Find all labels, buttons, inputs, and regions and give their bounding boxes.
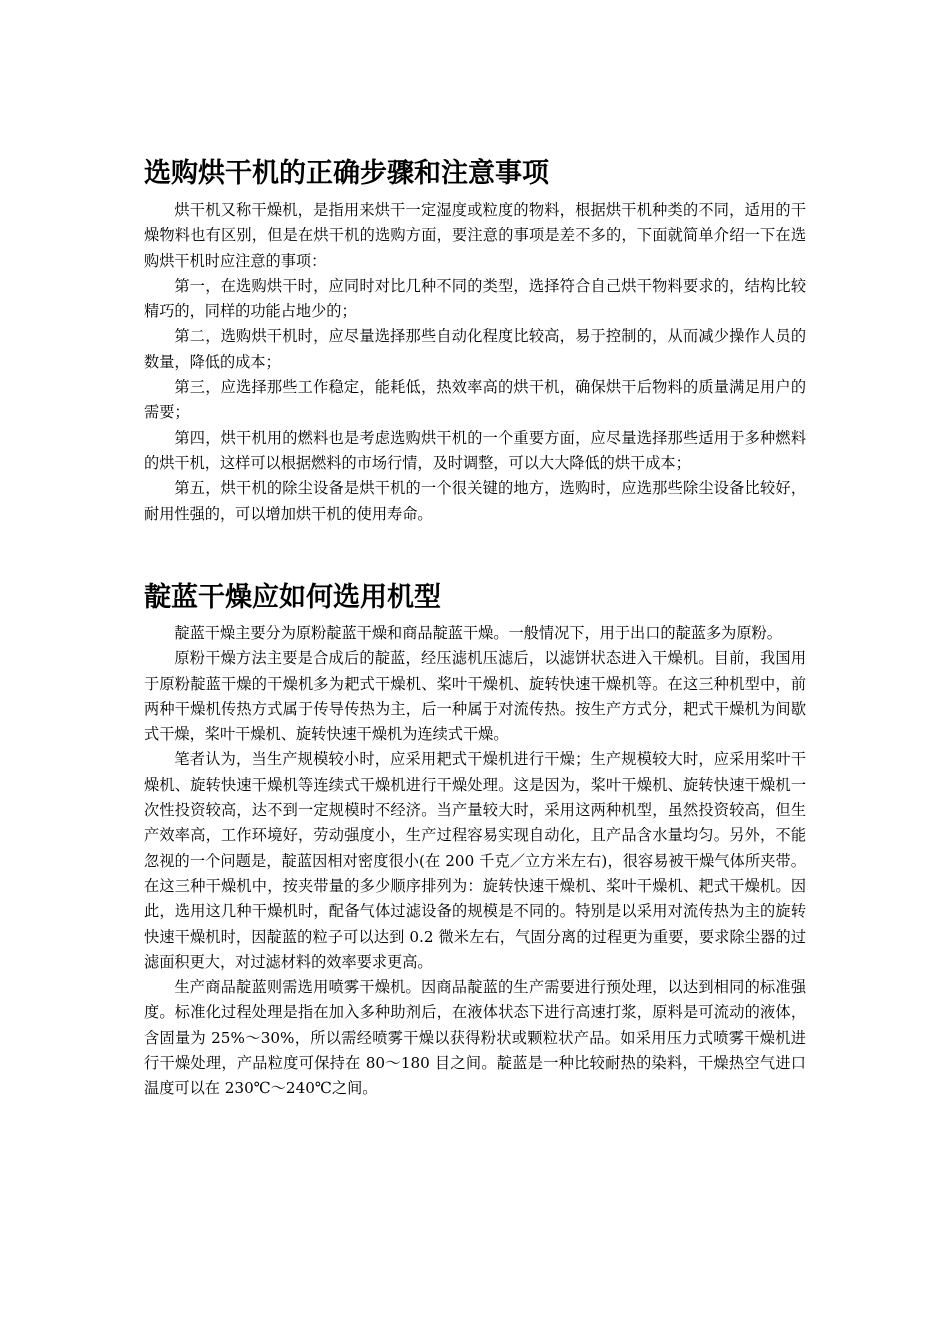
- paragraph-author-opinion: 笔者认为，当生产规模较小时，应采用耙式干燥机进行干燥；生产规模较大时，应采用桨叶干燥机、旋转快速干燥机等连续式干燥机进行干燥处理。这是因为，桨叶干燥机、旋转快速干燥机一次性投资较高，达不到一定规模时不经济。当产量较大时，采用这两种机型，虽然投资较高，但生产效率高，工作环境好，劳动强度小，生产过程容易实现自动化，且产品含水量均匀。另外，不能忽视的一个问题是，靛蓝因相对密度很小(在 200 千克／立方米左右)，很容易被干燥气体所夹带。在这三种干燥机中，按夹带量的多少顺序排列为：旋转快速干燥机、桨叶干燥机、耙式干燥机。因此，选用这几种干燥机时，配备气体过滤设备的规模是不同的。特别是以采用对流传热为主的旋转快速干燥机时，因靛蓝的粒子可以达到 0.2 微米左右，气固分离的过程更为重要，要求除尘器的过滤面积更大，对过滤材料的效率要求更高。: [144, 750, 806, 971]
- paragraph-point-3: 第三，应选择那些工作稳定，能耗低，热效率高的烘干机，确保烘干后物料的质量满足用户的需要；: [144, 378, 806, 422]
- paragraph-indigo-overview: 靛蓝干燥主要分为原粉靛蓝干燥和商品靛蓝干燥。一般情况下，用于出口的靛蓝多为原粉。: [174, 624, 782, 642]
- paragraph-point-1: 第一，在选购烘干时，应同时对比几种不同的类型，选择符合自己烘干物料要求的，结构比较精巧的，同样的功能占地少的；: [144, 276, 806, 321]
- paragraph-raw-powder-drying: 原粉干燥方法主要是合成后的靛蓝，经压滤机压滤后，以滤饼状态进入干燥机。目前，我国用于原粉靛蓝干燥的干燥机多为耙式干燥机、桨叶干燥机、旋转快速干燥机等。在这三种机型中，前两种干燥机传热方式属于传导传热为主，后一种属于对流传热。按生产方式分，耙式干燥机为间歇式干燥，桨叶干燥机、旋转快速干燥机为连续式干燥。: [144, 649, 806, 744]
- section-body-indigo-drying: [144, 621, 806, 1102]
- paragraph-intro: 烘干机又称干燥机，是指用来烘干一定湿度或粒度的物料，根据烘干机种类的不同，适用的干燥物料也有区别，但是在烘干机的选购方面，要注意的事项是差不多的，下面就简单介绍一下在选购烘干机时应注意的事项：: [144, 201, 806, 270]
- section-title-indigo-drying: 靛蓝干燥应如何选用机型: [144, 582, 441, 613]
- section-body-dryer-purchase: [144, 198, 806, 527]
- paragraph-point-5: 第五，烘干机的除尘设备是烘干机的一个很关键的地方，选购时，应选那些除尘设备比较好，耐用性强的，可以增加烘干机的使用寿命。: [144, 479, 806, 523]
- section-title-dryer-purchase: 选购烘干机的正确步骤和注意事项: [144, 158, 549, 189]
- paragraph-commercial-indigo: 生产商品靛蓝则需选用喷雾干燥机。因商品靛蓝的生产需要进行预处理，以达到相同的标准强度。标准化过程处理是指在加入多种助剂后，在液体状态下进行高速打浆，原料是可流动的液体，含固量为 25%～30%，所以需经喷雾干燥以获得粉状或颗粒状产品。如采用压力式喷雾干燥机进行干燥处理，产品粒度可保持在 80～180 目之间。靛蓝是一种比较耐热的染料，干燥热空气进口温度可以在 230℃～240℃之间。: [144, 978, 806, 1098]
- paragraph-point-2: 第二，选购烘干机时，应尽量选择那些自动化程度比较高，易于控制的，从而减少操作人员的数量，降低的成本；: [144, 327, 806, 371]
- paragraph-point-4: 第四，烘干机用的燃料也是考虑选购烘干机的一个重要方面，应尽量选择那些适用于多种燃料的烘干机，这样可以根据燃料的市场行情，及时调整，可以大大降低的烘干成本；: [144, 428, 806, 472]
